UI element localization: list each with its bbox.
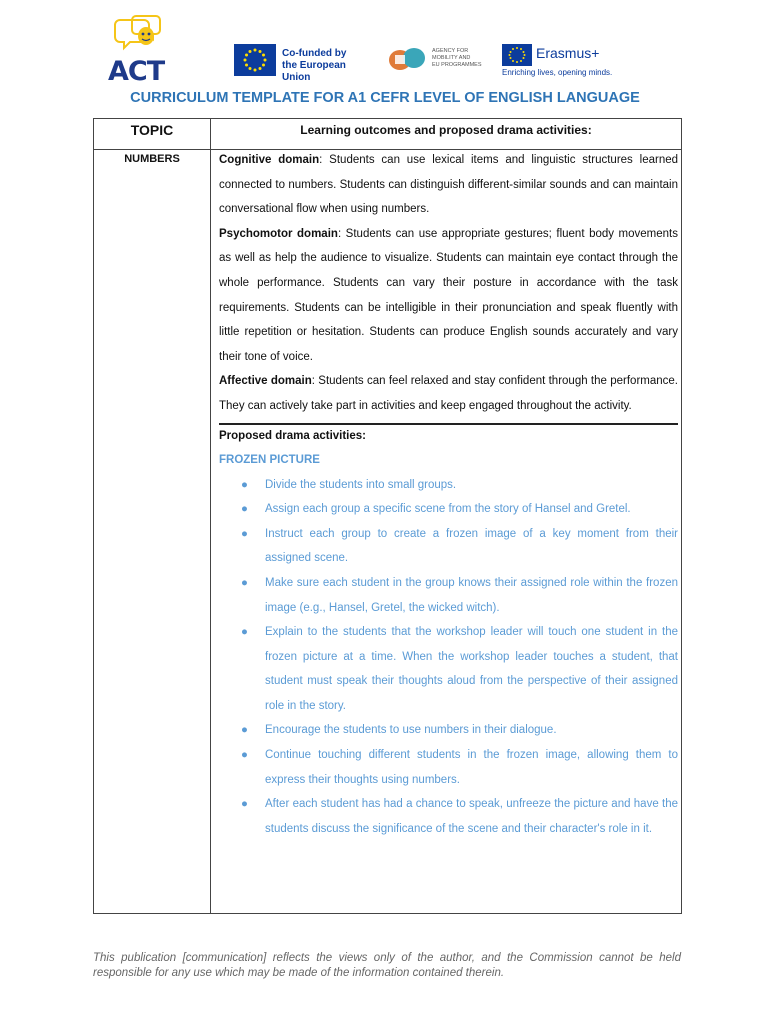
list-item: ● Make sure each student in the group knows their assigned role within the frozen image (e.g., Hansel, Gretel, the wicked witch). (219, 571, 678, 620)
list-item: ● Divide the students into small groups. (219, 473, 678, 498)
list-item: ● Encourage the students to use numbers in their dialogue. (219, 718, 678, 743)
affective-domain-text: : Students can feel relaxed and stay confident through the performance. They can actively take part in activities and keep engaged throughout the activity. (219, 375, 678, 412)
bullet-icon: ● (241, 527, 248, 540)
agency-name: AGENCY FOR MOBILITY AND EU PROGRAMMES (432, 48, 482, 68)
bullet-icon: ● (241, 503, 248, 516)
act-logo-text: ACT (108, 56, 165, 87)
act-logo (100, 14, 180, 86)
affective-domain-paragraph (219, 369, 678, 418)
erasmus-flag-icon (502, 44, 532, 66)
erasmus-logo (502, 44, 612, 78)
list-item: ● Assign each group a specific scene from the story of Hansel and Gretel. (219, 497, 678, 522)
eu-disclaimer-footer: This publication [communication] reflects the views only of the author, and the Commission cannot be held responsible for any use which may be made of the information contained therein. (93, 952, 681, 979)
psychomotor-domain-text: : Students can use appropriate gestures; fluent body movements as well as help the audience to visualize. Students can maintain eye contact through the whole performance. Students can vary their posture in accordance with the task requirements. Students can be intelligible in their pronunciation and speak fluently with little repetition or hesitation. Students can produce English sounds accurately and vary their tone of voice. (219, 227, 678, 363)
bullet-icon: ● (241, 478, 248, 491)
proposed-activities-heading: Proposed drama activities: (219, 429, 366, 442)
topic-cell: NUMBERS (124, 153, 180, 165)
erasmus-name: Erasmus+ (536, 45, 600, 61)
cognitive-domain-paragraph (219, 148, 678, 222)
list-item: ● Explain to the students that the workshop leader will touch one student in the frozen picture at a time. When the workshop leader touches a student, that student must speak their thoughts aloud from the perspective of their assigned role in the story. (219, 620, 678, 718)
bullet-icon: ● (241, 626, 248, 639)
cognitive-domain-text: : Students can use lexical items and linguistic structures learned connected to numbers. Students can distinguish different-similar sounds and can maintain conversational flow when using numbers. (219, 154, 679, 216)
eu-flag-icon (234, 44, 276, 76)
table-column-divider (210, 119, 211, 913)
document-title: CURRICULUM TEMPLATE FOR A1 CEFR LEVEL OF ENGLISH LANGUAGE (130, 90, 640, 106)
learning-outcomes-cell (219, 148, 678, 841)
eu-cofunded-text: Co-funded by the European Union (282, 48, 347, 83)
page-header (0, 0, 770, 90)
list-item: ● Continue touching different students in the frozen image, allowing them to express their thoughts using numbers. (219, 743, 678, 792)
agency-logo (388, 46, 496, 76)
psychomotor-domain-paragraph (219, 222, 678, 370)
learning-column-header: Learning outcomes and proposed drama activities: (300, 123, 592, 137)
psychomotor-domain-label: Psychomotor domain (219, 227, 338, 240)
list-item: ● Instruct each group to create a frozen image of a key moment from their assigned scene. (219, 522, 678, 571)
list-item: ● After each student has had a chance to speak, unfreeze the picture and have the students discuss the significance of the scene and their character's role in it. (219, 792, 678, 841)
bullet-icon: ● (241, 798, 248, 811)
bullet-icon: ● (241, 749, 248, 762)
agency-speech-bubbles-icon (388, 46, 428, 76)
bullet-icon: ● (241, 576, 248, 589)
affective-domain-label: Affective domain (219, 375, 312, 388)
activity-steps-list (219, 473, 678, 842)
activity-title: FROZEN PICTURE (219, 453, 320, 466)
bullet-icon: ● (241, 724, 248, 737)
curriculum-table (93, 118, 682, 914)
cognitive-domain-label: Cognitive domain (219, 154, 320, 166)
topic-column-header: TOPIC (130, 122, 174, 138)
erasmus-tagline: Enriching lives, opening minds. (502, 68, 613, 77)
eu-cofunded-logo (234, 44, 374, 83)
